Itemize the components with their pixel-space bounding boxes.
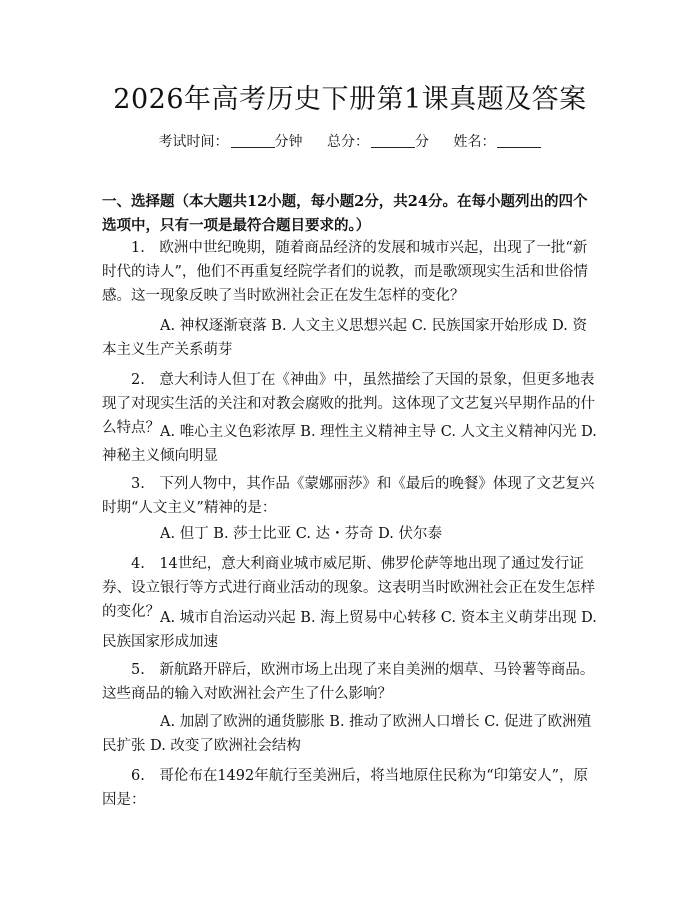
question-1-stem: 1. 欧洲中世纪晚期，随着商品经济的发展和城市兴起，出现了一批“新时代的诗人”，他们不再重复经院学者们的说教，而是歌颂现实生活和世俗情感。这一现象反映了当时欧洲社会正在发生怎样的变化？ bbox=[102, 240, 588, 304]
question-2-stem: 2. 意大利诗人但丁在《神曲》中，虽然描绘了天国的景象，但更多地表现了对现实生活的关注和对教会腐败的批判。这体现了文艺复兴早期作品的什么特点？ bbox=[102, 372, 595, 436]
question-2-options: A. 唯心主义色彩浓厚 B. 理性主义精神主导 C. 人文主义精神闪光 D. 神秘主义倾向明显 bbox=[102, 424, 597, 464]
page-title: 2026年高考历史下册第1课真题及答案 bbox=[113, 84, 587, 115]
question-1-options: A. 神权逐渐衰落 B. 人文主义思想兴起 C. 民族国家开始形成 D. 资本主义生产关系萌芽 bbox=[102, 318, 588, 358]
question-5-stem: 5. 新航路开辟后，欧洲市场上出现了来自美洲的烟草、马铃薯等商品。这些商品的输入对欧洲社会产生了什么影响？ bbox=[102, 662, 595, 702]
time-label: 考试时间： bbox=[158, 134, 229, 150]
total-score-field bbox=[327, 131, 429, 153]
time-unit: 分钟 bbox=[274, 134, 303, 150]
name-label: 姓名： bbox=[453, 134, 496, 150]
question-5-options: A. 加剧了欧洲的通货膨胀 B. 推动了欧洲人口增长 C. 促进了欧洲殖民扩张 D. 改变了欧洲社会结构 bbox=[102, 714, 592, 754]
question-4-options: A. 城市自治运动兴起 B. 海上贸易中心转移 C. 资本主义萌芽出现 D. 民族国家形成加速 bbox=[102, 610, 597, 650]
exam-meta bbox=[0, 131, 700, 153]
exam-time-field bbox=[159, 131, 303, 153]
name-blank bbox=[497, 133, 541, 148]
question-3-stem: 3. 下列人物中，其作品《蒙娜丽莎》和《最后的晚餐》体现了文艺复兴时期“人文主义”精神的是： bbox=[102, 476, 595, 516]
score-label: 总分： bbox=[327, 134, 369, 150]
question-3-options: A. 但丁 B. 莎士比亚 C. 达・芬奇 D. 伏尔泰 bbox=[160, 526, 443, 542]
time-blank bbox=[231, 133, 275, 148]
question-4-stem: 4. 14世纪，意大利商业城市威尼斯、佛罗伦萨等地出现了通过发行证券、设立银行等方式进行商业活动的现象。这表明当时欧洲社会正在发生怎样的变化？ bbox=[102, 556, 595, 620]
score-unit: 分 bbox=[415, 134, 429, 150]
question-6-stem: 6. 哥伦布在1492年航行至美洲后，将当地原住民称为“印第安人”，原因是： bbox=[102, 768, 589, 808]
student-name-field bbox=[453, 131, 541, 153]
section-header: 一、选择题（本大题共12小题，每小题2分，共24分。在每小题列出的四个选项中，只有一项是最符合题目要求的。） bbox=[102, 193, 588, 234]
score-blank bbox=[371, 133, 415, 148]
